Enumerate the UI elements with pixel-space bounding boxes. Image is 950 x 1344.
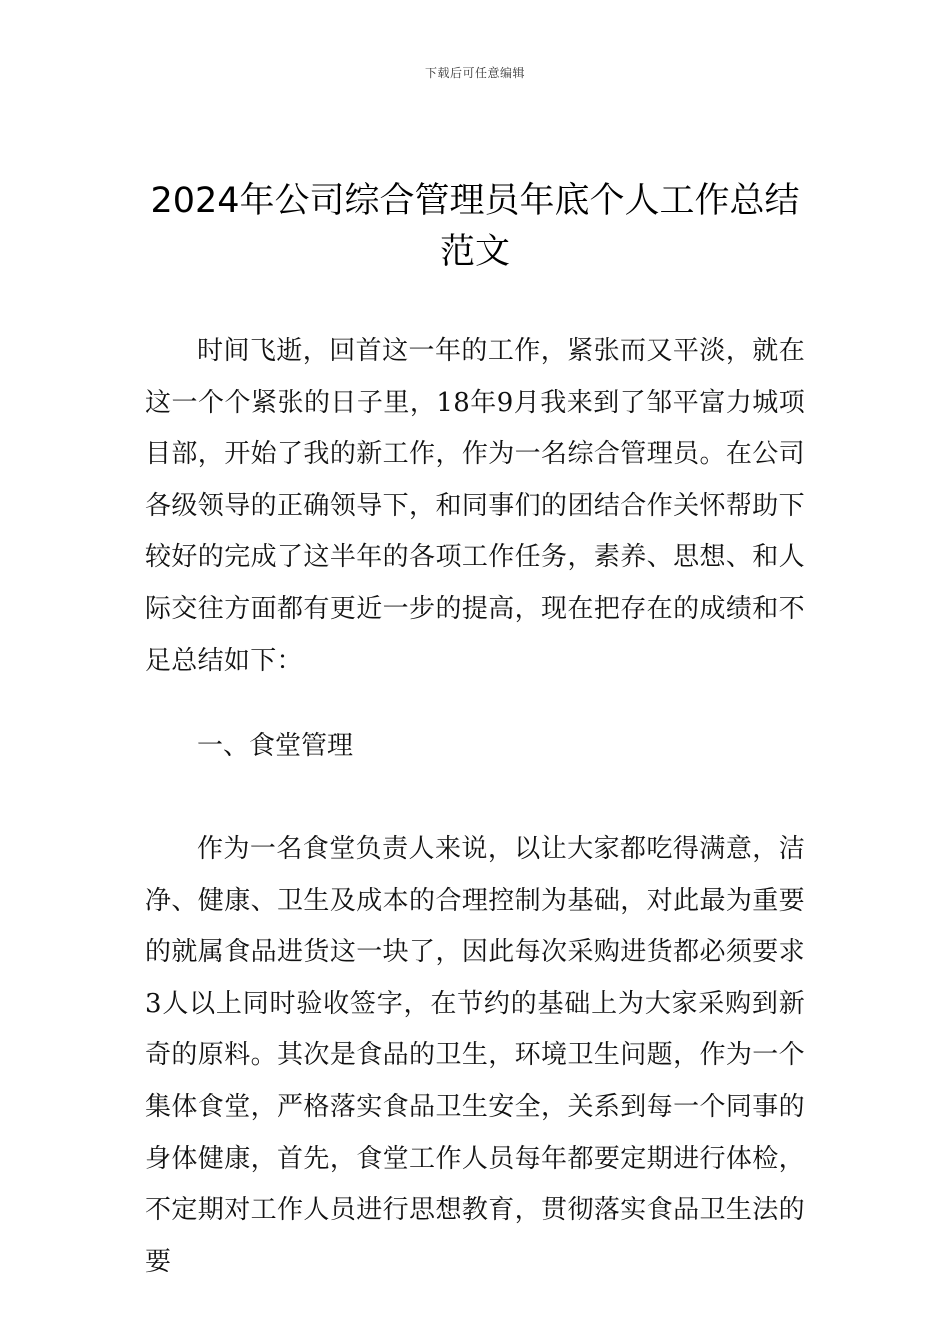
section-heading-canteen: 一、食堂管理 — [197, 731, 354, 761]
document-title: 2024年公司综合管理员年底个人工作总结范文 — [150, 181, 800, 272]
section-paragraph-canteen: 作为一名食堂负责人来说，以让大家都吃得满意，洁净、健康、卫生及成本的合理控制为基础，对此最为重要的就属食品进货这一块了，因此每次采购进货都必须要求3人以上同时验收签字，在节约的基础上为大家采购到新奇的原料。其次是食品的卫生，环境卫生问题，作为一个集体食堂，严格落实食品卫生安全，关系到每一个同事的身体健康，首先，食堂工作人员每年都要定期进行体检，不定期对工作人员进行思想教育，贯彻落实食品卫生法的要 — [145, 834, 805, 1277]
header-note: 下载后可任意编辑 — [424, 66, 525, 80]
intro-paragraph: 时间飞逝，回首这一年的工作，紧张而又平淡，就在这一个个紧张的日子里，18年9月我来到了邹平富力城项目部，开始了我的新工作，作为一名综合管理员。在公司各级领导的正确领导下，和同事们的团结合作关怀帮助下较好的完成了这半年的各项工作任务，素养、思想、和人际交往方面都有更近一步的提高，现在把存在的成绩和不足总结如下： — [145, 336, 805, 676]
